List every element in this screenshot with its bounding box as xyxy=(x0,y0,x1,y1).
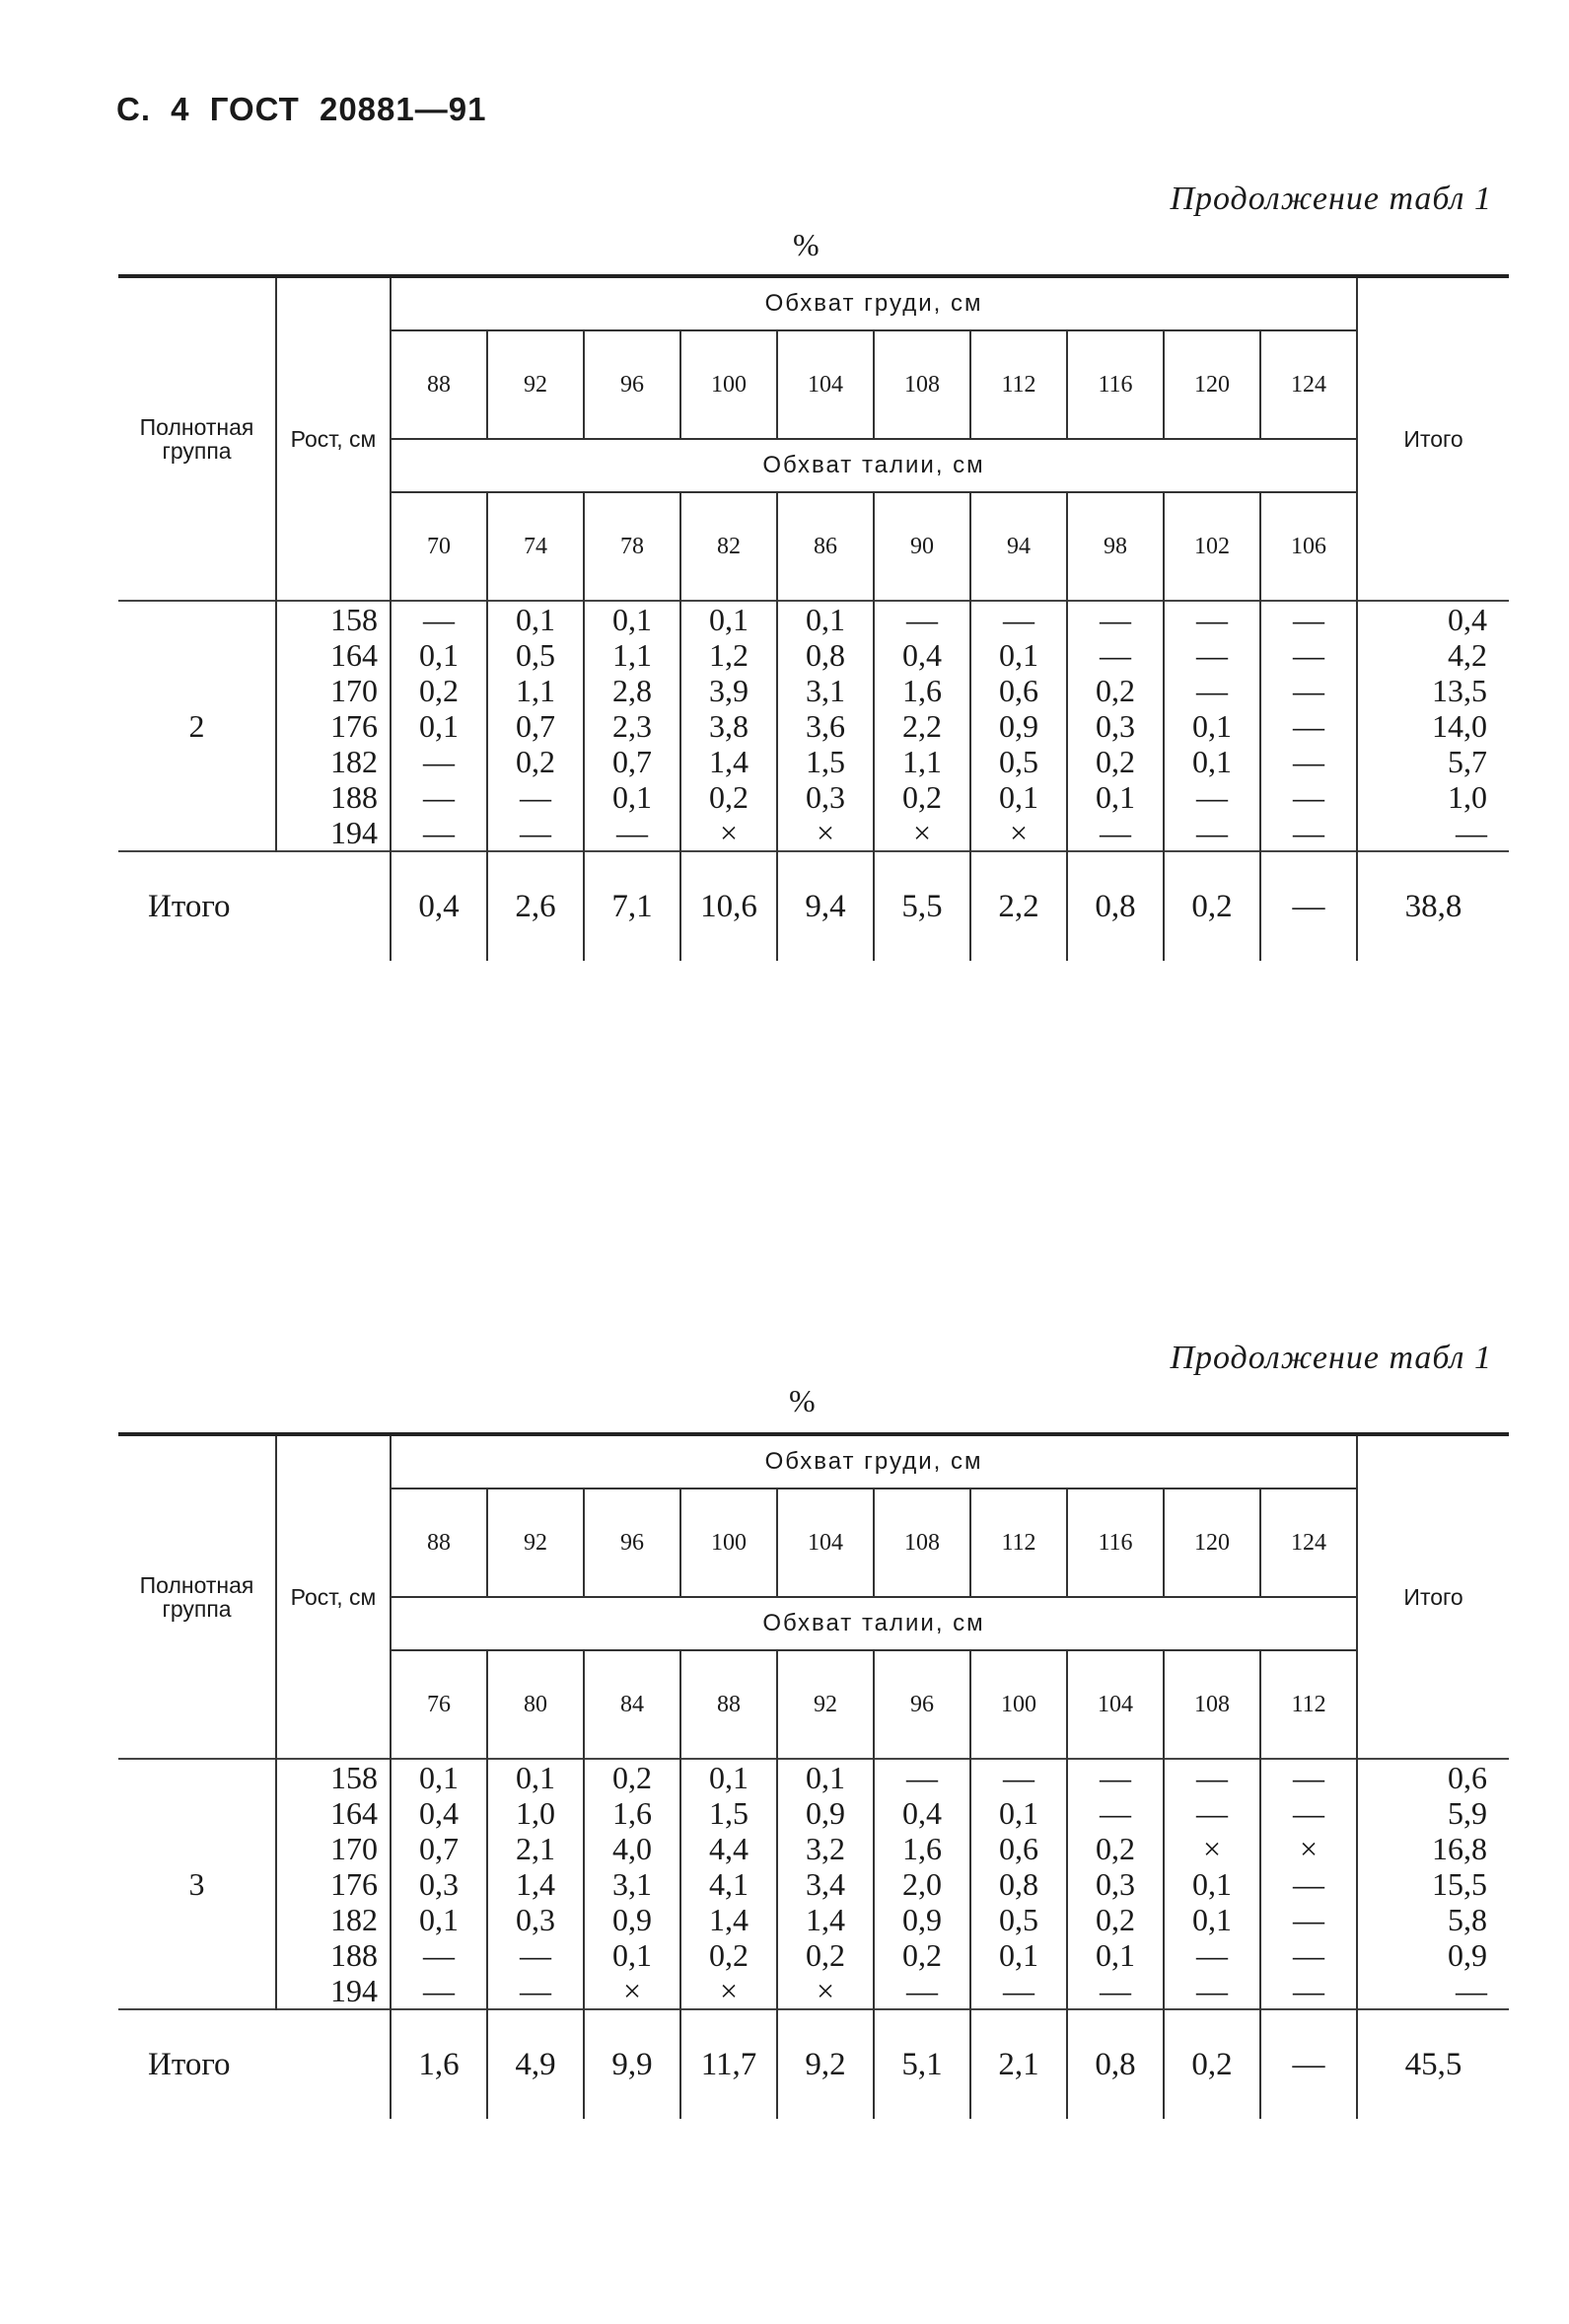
value-cell: 0,1 xyxy=(1096,779,1135,815)
value-cell: — xyxy=(1293,779,1325,815)
value-cell: 0,1 xyxy=(1192,1866,1232,1902)
value-cell: — xyxy=(1293,1902,1325,1937)
value-cell: 0,1 xyxy=(612,1937,652,1973)
waist-value: 86 xyxy=(777,492,874,601)
value-cell: 0,5 xyxy=(999,1902,1038,1937)
height-value: 176 xyxy=(330,708,378,744)
row-total: 5,8 xyxy=(1448,1902,1488,1937)
height-value: 194 xyxy=(330,1973,378,2008)
value-cell: — xyxy=(1293,637,1325,673)
value-cell: — xyxy=(520,1937,551,1973)
total-label: Итого xyxy=(118,2009,391,2119)
column-total: 2,2 xyxy=(970,851,1067,961)
value-cell: — xyxy=(423,815,455,850)
height-value: 188 xyxy=(330,1937,378,1973)
value-cell: — xyxy=(1196,673,1228,708)
height-value: 158 xyxy=(330,602,378,637)
value-cell: — xyxy=(423,744,455,779)
height-value: 164 xyxy=(330,637,378,673)
row-total: 16,8 xyxy=(1432,1831,1488,1866)
value-cell: 0,1 xyxy=(999,637,1038,673)
row-total: — xyxy=(1456,815,1488,850)
header-chest-title: Обхват груди, см xyxy=(391,1434,1357,1489)
value-column xyxy=(777,1759,874,2009)
value-cell: — xyxy=(1196,815,1228,850)
value-cell: 0,5 xyxy=(999,744,1038,779)
waist-value: 90 xyxy=(874,492,970,601)
column-total: 5,5 xyxy=(874,851,970,961)
waist-value: 78 xyxy=(584,492,680,601)
value-cell: 4,0 xyxy=(612,1831,652,1866)
value-cell: 0,4 xyxy=(902,1795,942,1831)
value-cell: — xyxy=(1196,779,1228,815)
column-total: 0,2 xyxy=(1164,2009,1260,2119)
value-cell: 1,4 xyxy=(709,744,749,779)
heights-column xyxy=(276,601,391,851)
value-column xyxy=(584,601,680,851)
height-value: 182 xyxy=(330,744,378,779)
continuation-title-1: Продолжение табл 1 xyxy=(1170,181,1492,217)
value-cell: 0,6 xyxy=(999,1831,1038,1866)
value-cell: 4,1 xyxy=(709,1866,749,1902)
value-cell: 0,1 xyxy=(612,779,652,815)
value-cell: 0,7 xyxy=(516,708,555,744)
value-cell: — xyxy=(1293,708,1325,744)
value-cell: 0,9 xyxy=(612,1902,652,1937)
chest-value: 104 xyxy=(777,330,874,439)
column-total: — xyxy=(1260,851,1357,961)
value-cell: 1,1 xyxy=(612,637,652,673)
value-cell: — xyxy=(1293,673,1325,708)
value-cell: 0,1 xyxy=(419,1902,459,1937)
chest-value: 96 xyxy=(584,330,680,439)
value-cell: — xyxy=(520,1973,551,2008)
value-cell: — xyxy=(1293,815,1325,850)
value-cell: 3,1 xyxy=(612,1866,652,1902)
value-cell: 2,0 xyxy=(902,1866,942,1902)
value-column xyxy=(1260,601,1357,851)
value-cell: — xyxy=(1293,1973,1325,2008)
chest-value: 124 xyxy=(1260,1489,1357,1597)
value-cell: 0,1 xyxy=(1192,708,1232,744)
value-cell: 0,2 xyxy=(1096,673,1135,708)
value-cell: 0,2 xyxy=(709,1937,749,1973)
waist-value: 98 xyxy=(1067,492,1164,601)
value-cell: 1,4 xyxy=(806,1902,845,1937)
value-cell: — xyxy=(1100,1760,1131,1795)
standard-number: ГОСТ 20881—91 xyxy=(209,91,487,127)
header-height: Рост, см xyxy=(276,276,391,601)
value-column xyxy=(391,601,487,851)
value-cell: — xyxy=(906,1973,938,2008)
chest-value: 100 xyxy=(680,330,777,439)
value-cell: 1,1 xyxy=(516,673,555,708)
chest-value: 108 xyxy=(874,1489,970,1597)
group-number: 3 xyxy=(118,1759,276,2009)
value-cell: × xyxy=(622,1973,642,2008)
grand-total: 45,5 xyxy=(1357,2009,1509,2119)
waist-value: 106 xyxy=(1260,492,1357,601)
header-group: Полнотная группа xyxy=(118,276,276,601)
column-total: 10,6 xyxy=(680,851,777,961)
waist-value: 70 xyxy=(391,492,487,601)
waist-value: 112 xyxy=(1260,1650,1357,1759)
column-total: 2,6 xyxy=(487,851,584,961)
row-total: 5,9 xyxy=(1448,1795,1488,1831)
value-cell: — xyxy=(1293,1937,1325,1973)
value-cell: — xyxy=(1003,1760,1034,1795)
value-cell: — xyxy=(1293,1795,1325,1831)
column-total: 5,1 xyxy=(874,2009,970,2119)
value-column xyxy=(874,1759,970,2009)
value-cell: — xyxy=(1196,637,1228,673)
value-column xyxy=(1164,601,1260,851)
value-cell: 0,7 xyxy=(612,744,652,779)
value-cell: — xyxy=(1196,1760,1228,1795)
value-cell: — xyxy=(423,779,455,815)
value-cell: 0,1 xyxy=(1096,1937,1135,1973)
value-cell: — xyxy=(906,602,938,637)
column-total: 0,4 xyxy=(391,851,487,961)
value-cell: — xyxy=(423,1937,455,1973)
chest-value: 124 xyxy=(1260,330,1357,439)
value-cell: — xyxy=(1100,1795,1131,1831)
value-cell: × xyxy=(1009,815,1029,850)
value-cell: 0,3 xyxy=(1096,1866,1135,1902)
page-number: С. 4 xyxy=(116,91,190,127)
value-cell: 0,3 xyxy=(1096,708,1135,744)
column-total: 9,9 xyxy=(584,2009,680,2119)
column-total: 9,2 xyxy=(777,2009,874,2119)
value-cell: — xyxy=(1100,637,1131,673)
value-column xyxy=(1164,1759,1260,2009)
waist-value: 96 xyxy=(874,1650,970,1759)
value-column xyxy=(874,601,970,851)
value-cell: 0,2 xyxy=(709,779,749,815)
value-cell: 0,1 xyxy=(709,602,749,637)
row-total: 5,7 xyxy=(1448,744,1488,779)
value-cell: 0,2 xyxy=(612,1760,652,1795)
column-total: 4,9 xyxy=(487,2009,584,2119)
value-column xyxy=(680,601,777,851)
value-cell: 0,2 xyxy=(419,673,459,708)
waist-value: 104 xyxy=(1067,1650,1164,1759)
waist-value: 80 xyxy=(487,1650,584,1759)
continuation-title-2: Продолжение табл 1 xyxy=(1170,1340,1492,1376)
value-cell: 1,4 xyxy=(516,1866,555,1902)
column-total: 0,2 xyxy=(1164,851,1260,961)
value-cell: — xyxy=(1196,1937,1228,1973)
value-cell: — xyxy=(1003,602,1034,637)
height-value: 170 xyxy=(330,673,378,708)
column-total: 0,8 xyxy=(1067,851,1164,961)
row-total: 0,6 xyxy=(1448,1760,1488,1795)
height-value: 194 xyxy=(330,815,378,850)
chest-value: 120 xyxy=(1164,1489,1260,1597)
chest-value: 100 xyxy=(680,1489,777,1597)
value-cell: 0,8 xyxy=(806,637,845,673)
row-total: 4,2 xyxy=(1448,637,1488,673)
value-cell: — xyxy=(1293,1760,1325,1795)
value-cell: 2,2 xyxy=(902,708,942,744)
value-cell: 0,2 xyxy=(902,1937,942,1973)
value-cell: — xyxy=(1196,1973,1228,2008)
unit-label-2: % xyxy=(789,1383,816,1418)
value-cell: — xyxy=(423,602,455,637)
value-cell: 3,1 xyxy=(806,673,845,708)
waist-value: 82 xyxy=(680,492,777,601)
value-column xyxy=(970,601,1067,851)
value-cell: 1,5 xyxy=(806,744,845,779)
value-cell: 0,3 xyxy=(516,1902,555,1937)
value-cell: 0,1 xyxy=(806,602,845,637)
value-cell: 0,1 xyxy=(516,1760,555,1795)
value-cell: — xyxy=(520,815,551,850)
value-cell: 0,2 xyxy=(902,779,942,815)
value-cell: 0,1 xyxy=(999,1795,1038,1831)
value-cell: × xyxy=(816,1973,835,2008)
value-cell: 1,6 xyxy=(612,1795,652,1831)
value-cell: — xyxy=(1293,602,1325,637)
value-cell: 4,4 xyxy=(709,1831,749,1866)
value-cell: 0,1 xyxy=(419,1760,459,1795)
value-cell: — xyxy=(1196,1795,1228,1831)
value-cell: 0,2 xyxy=(806,1937,845,1973)
row-total: 1,0 xyxy=(1448,779,1488,815)
chest-value: 112 xyxy=(970,330,1067,439)
waist-value: 100 xyxy=(970,1650,1067,1759)
height-value: 182 xyxy=(330,1902,378,1937)
value-cell: — xyxy=(1100,815,1131,850)
value-cell: 3,8 xyxy=(709,708,749,744)
waist-value: 88 xyxy=(680,1650,777,1759)
value-cell: × xyxy=(1300,1831,1319,1866)
row-total: 0,9 xyxy=(1448,1937,1488,1973)
value-cell: — xyxy=(520,779,551,815)
value-cell: 1,2 xyxy=(709,637,749,673)
value-cell: — xyxy=(616,815,648,850)
header-group: Полнотная группа xyxy=(118,1434,276,1759)
row-totals-column xyxy=(1357,601,1509,851)
value-cell: 0,1 xyxy=(419,708,459,744)
column-total: 9,4 xyxy=(777,851,874,961)
heights-column xyxy=(276,1759,391,2009)
height-value: 170 xyxy=(330,1831,378,1866)
value-cell: — xyxy=(1100,602,1131,637)
chest-value: 88 xyxy=(391,330,487,439)
value-column xyxy=(970,1759,1067,2009)
value-column xyxy=(1067,1759,1164,2009)
page-header xyxy=(116,91,486,128)
value-column xyxy=(487,601,584,851)
value-cell: 0,2 xyxy=(1096,1831,1135,1866)
value-cell: 3,9 xyxy=(709,673,749,708)
value-cell: 0,8 xyxy=(999,1866,1038,1902)
value-column xyxy=(1260,1759,1357,2009)
value-cell: — xyxy=(1293,744,1325,779)
value-cell: — xyxy=(1100,1973,1131,2008)
value-cell: — xyxy=(906,1760,938,1795)
value-cell: 3,4 xyxy=(806,1866,845,1902)
value-cell: 0,2 xyxy=(1096,1902,1135,1937)
value-cell: 1,5 xyxy=(709,1795,749,1831)
chest-value: 116 xyxy=(1067,330,1164,439)
chest-value: 92 xyxy=(487,330,584,439)
value-cell: 0,9 xyxy=(902,1902,942,1937)
value-cell: 2,3 xyxy=(612,708,652,744)
chest-value: 108 xyxy=(874,330,970,439)
chest-value: 88 xyxy=(391,1489,487,1597)
value-cell: 2,1 xyxy=(516,1831,555,1866)
value-cell: — xyxy=(1293,1866,1325,1902)
value-cell: 0,9 xyxy=(999,708,1038,744)
value-cell: 0,6 xyxy=(999,673,1038,708)
header-waist-title: Обхват талии, см xyxy=(391,1597,1357,1650)
value-column xyxy=(777,601,874,851)
row-total: 14,0 xyxy=(1432,708,1488,744)
value-cell: 0,2 xyxy=(1096,744,1135,779)
column-total: 1,6 xyxy=(391,2009,487,2119)
chest-value: 92 xyxy=(487,1489,584,1597)
grand-total: 38,8 xyxy=(1357,851,1509,961)
chest-value: 112 xyxy=(970,1489,1067,1597)
waist-value: 74 xyxy=(487,492,584,601)
column-total: 7,1 xyxy=(584,851,680,961)
total-label: Итого xyxy=(118,851,391,961)
row-totals-column xyxy=(1357,1759,1509,2009)
value-cell: 0,4 xyxy=(902,637,942,673)
chest-value: 104 xyxy=(777,1489,874,1597)
value-cell: 0,4 xyxy=(419,1795,459,1831)
value-cell: × xyxy=(1202,1831,1222,1866)
row-total: 15,5 xyxy=(1432,1866,1488,1902)
value-cell: — xyxy=(423,1973,455,2008)
row-total: — xyxy=(1456,1973,1488,2008)
value-cell: 1,6 xyxy=(902,1831,942,1866)
value-cell: 1,6 xyxy=(902,673,942,708)
value-cell: 0,7 xyxy=(419,1831,459,1866)
value-cell: — xyxy=(1003,1973,1034,2008)
value-cell: × xyxy=(912,815,932,850)
waist-value: 102 xyxy=(1164,492,1260,601)
column-total: 2,1 xyxy=(970,2009,1067,2119)
value-cell: 0,1 xyxy=(1192,1902,1232,1937)
height-value: 164 xyxy=(330,1795,378,1831)
size-distribution-table-1 xyxy=(118,274,1509,961)
value-cell: × xyxy=(816,815,835,850)
value-cell: 1,1 xyxy=(902,744,942,779)
column-total: 11,7 xyxy=(680,2009,777,2119)
value-cell: 1,0 xyxy=(516,1795,555,1831)
value-cell: 1,4 xyxy=(709,1902,749,1937)
value-cell: 0,1 xyxy=(999,1937,1038,1973)
value-cell: 0,1 xyxy=(709,1760,749,1795)
value-cell: 0,1 xyxy=(516,602,555,637)
waist-value: 84 xyxy=(584,1650,680,1759)
header-height: Рост, см xyxy=(276,1434,391,1759)
waist-value: 108 xyxy=(1164,1650,1260,1759)
value-column xyxy=(680,1759,777,2009)
value-cell: — xyxy=(1196,602,1228,637)
value-cell: 0,9 xyxy=(806,1795,845,1831)
height-value: 188 xyxy=(330,779,378,815)
height-value: 176 xyxy=(330,1866,378,1902)
value-column xyxy=(1067,601,1164,851)
unit-label-1: % xyxy=(793,227,820,262)
header-total: Итого xyxy=(1357,1434,1509,1759)
waist-value: 94 xyxy=(970,492,1067,601)
column-total: — xyxy=(1260,2009,1357,2119)
value-cell: 0,5 xyxy=(516,637,555,673)
chest-value: 96 xyxy=(584,1489,680,1597)
value-cell: 3,2 xyxy=(806,1831,845,1866)
value-cell: × xyxy=(719,815,739,850)
value-cell: × xyxy=(719,1973,739,2008)
value-column xyxy=(391,1759,487,2009)
value-cell: 3,6 xyxy=(806,708,845,744)
value-cell: 2,8 xyxy=(612,673,652,708)
value-cell: 0,1 xyxy=(419,637,459,673)
height-value: 158 xyxy=(330,1760,378,1795)
value-cell: 0,1 xyxy=(612,602,652,637)
chest-value: 120 xyxy=(1164,330,1260,439)
value-cell: 0,1 xyxy=(1192,744,1232,779)
chest-value: 116 xyxy=(1067,1489,1164,1597)
header-chest-title: Обхват груди, см xyxy=(391,276,1357,330)
row-total: 0,4 xyxy=(1448,602,1488,637)
waist-value: 76 xyxy=(391,1650,487,1759)
header-waist-title: Обхват талии, см xyxy=(391,439,1357,492)
value-cell: 0,3 xyxy=(806,779,845,815)
value-column xyxy=(584,1759,680,2009)
value-cell: 0,3 xyxy=(419,1866,459,1902)
waist-value: 92 xyxy=(777,1650,874,1759)
group-number: 2 xyxy=(118,601,276,851)
value-cell: 0,1 xyxy=(806,1760,845,1795)
size-distribution-table-2 xyxy=(118,1432,1509,2119)
value-cell: 0,1 xyxy=(999,779,1038,815)
row-total: 13,5 xyxy=(1432,673,1488,708)
header-total: Итого xyxy=(1357,276,1509,601)
value-cell: 0,2 xyxy=(516,744,555,779)
column-total: 0,8 xyxy=(1067,2009,1164,2119)
value-column xyxy=(487,1759,584,2009)
